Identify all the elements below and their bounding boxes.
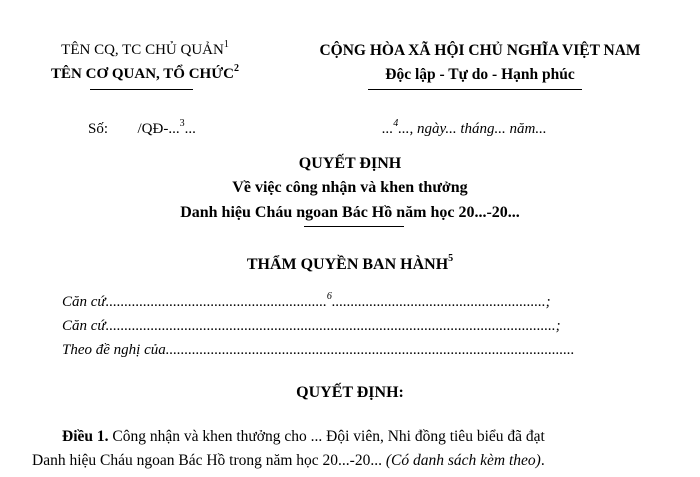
number-code-trail: ... [184,121,196,137]
footnote-ref-5: 5 [448,253,454,264]
basis-dots: ........................................................... [105,294,327,310]
footnote-ref-2: 2 [233,63,239,74]
footnote-ref-6: 6 [326,291,332,302]
article-1-text-2: Danh hiệu Cháu ngoan Bác Hồ trong năm học 20...-20... [32,452,386,469]
proposal-label: Theo đề nghị của [62,342,166,358]
agency-name-text: TÊN CƠ QUAN, TỔ CHỨC [51,66,234,82]
basis-dots: ........................................................................................................................ [105,318,556,334]
agency-parent-text: TÊN CQ, TC CHỦ QUẢN [61,42,224,58]
proposal-line [62,342,574,359]
issuing-authority [0,253,700,274]
basis-end: ; [555,318,561,334]
basis-line-1 [62,291,551,311]
agency-name [28,63,262,83]
proposal-dots: ............................................................................................................. [165,342,575,358]
title-underline [304,226,404,227]
basis-label: Căn cứ [62,294,106,310]
article-1-attachment-note: (Có danh sách kèm theo) [385,452,541,469]
national-motto: Độc lập - Tự do - Hạnh phúc [385,66,575,83]
article-1-line-1 [62,428,545,446]
date-text: ..., ngày... tháng... năm... [398,121,547,137]
motto-underline [368,89,582,90]
document-number [88,118,196,138]
date-line [382,118,547,138]
agency-underline [90,89,193,90]
number-code: /QĐ-... [137,121,180,137]
number-label: Số: [88,121,109,137]
article-1-label: Điều 1. [62,428,109,445]
date-place-dots: ... [382,121,394,137]
basis-label: Căn cứ [62,318,106,334]
decision-subject-1: Về việc công nhận và khen thưởng [232,179,468,196]
footnote-ref-4: 4 [393,118,399,129]
agency-parent-name [30,39,260,59]
basis-end: ; [545,294,551,310]
article-1-line-2 [32,452,545,470]
national-title: CỘNG HÒA XÃ HỘI CHỦ NGHĨA VIỆT NAM [319,42,641,59]
article-1-text: Công nhận và khen thưởng cho ... Đội viên, Nhi đồng tiêu biểu đã đạt [108,428,545,445]
issuing-authority-text: THẨM QUYỀN BAN HÀNH [246,256,449,273]
decision-title: QUYẾT ĐỊNH [298,155,402,172]
basis-dots: ......................................................... [331,294,546,310]
decision-subject-2: Danh hiệu Cháu ngoan Bác Hồ năm học 20...-20... [180,204,520,221]
decides-heading: QUYẾT ĐỊNH: [296,384,404,401]
article-1-end: . [540,452,545,469]
footnote-ref-1: 1 [223,39,229,50]
footnote-ref-3: 3 [179,118,185,129]
basis-line-2 [62,318,561,335]
